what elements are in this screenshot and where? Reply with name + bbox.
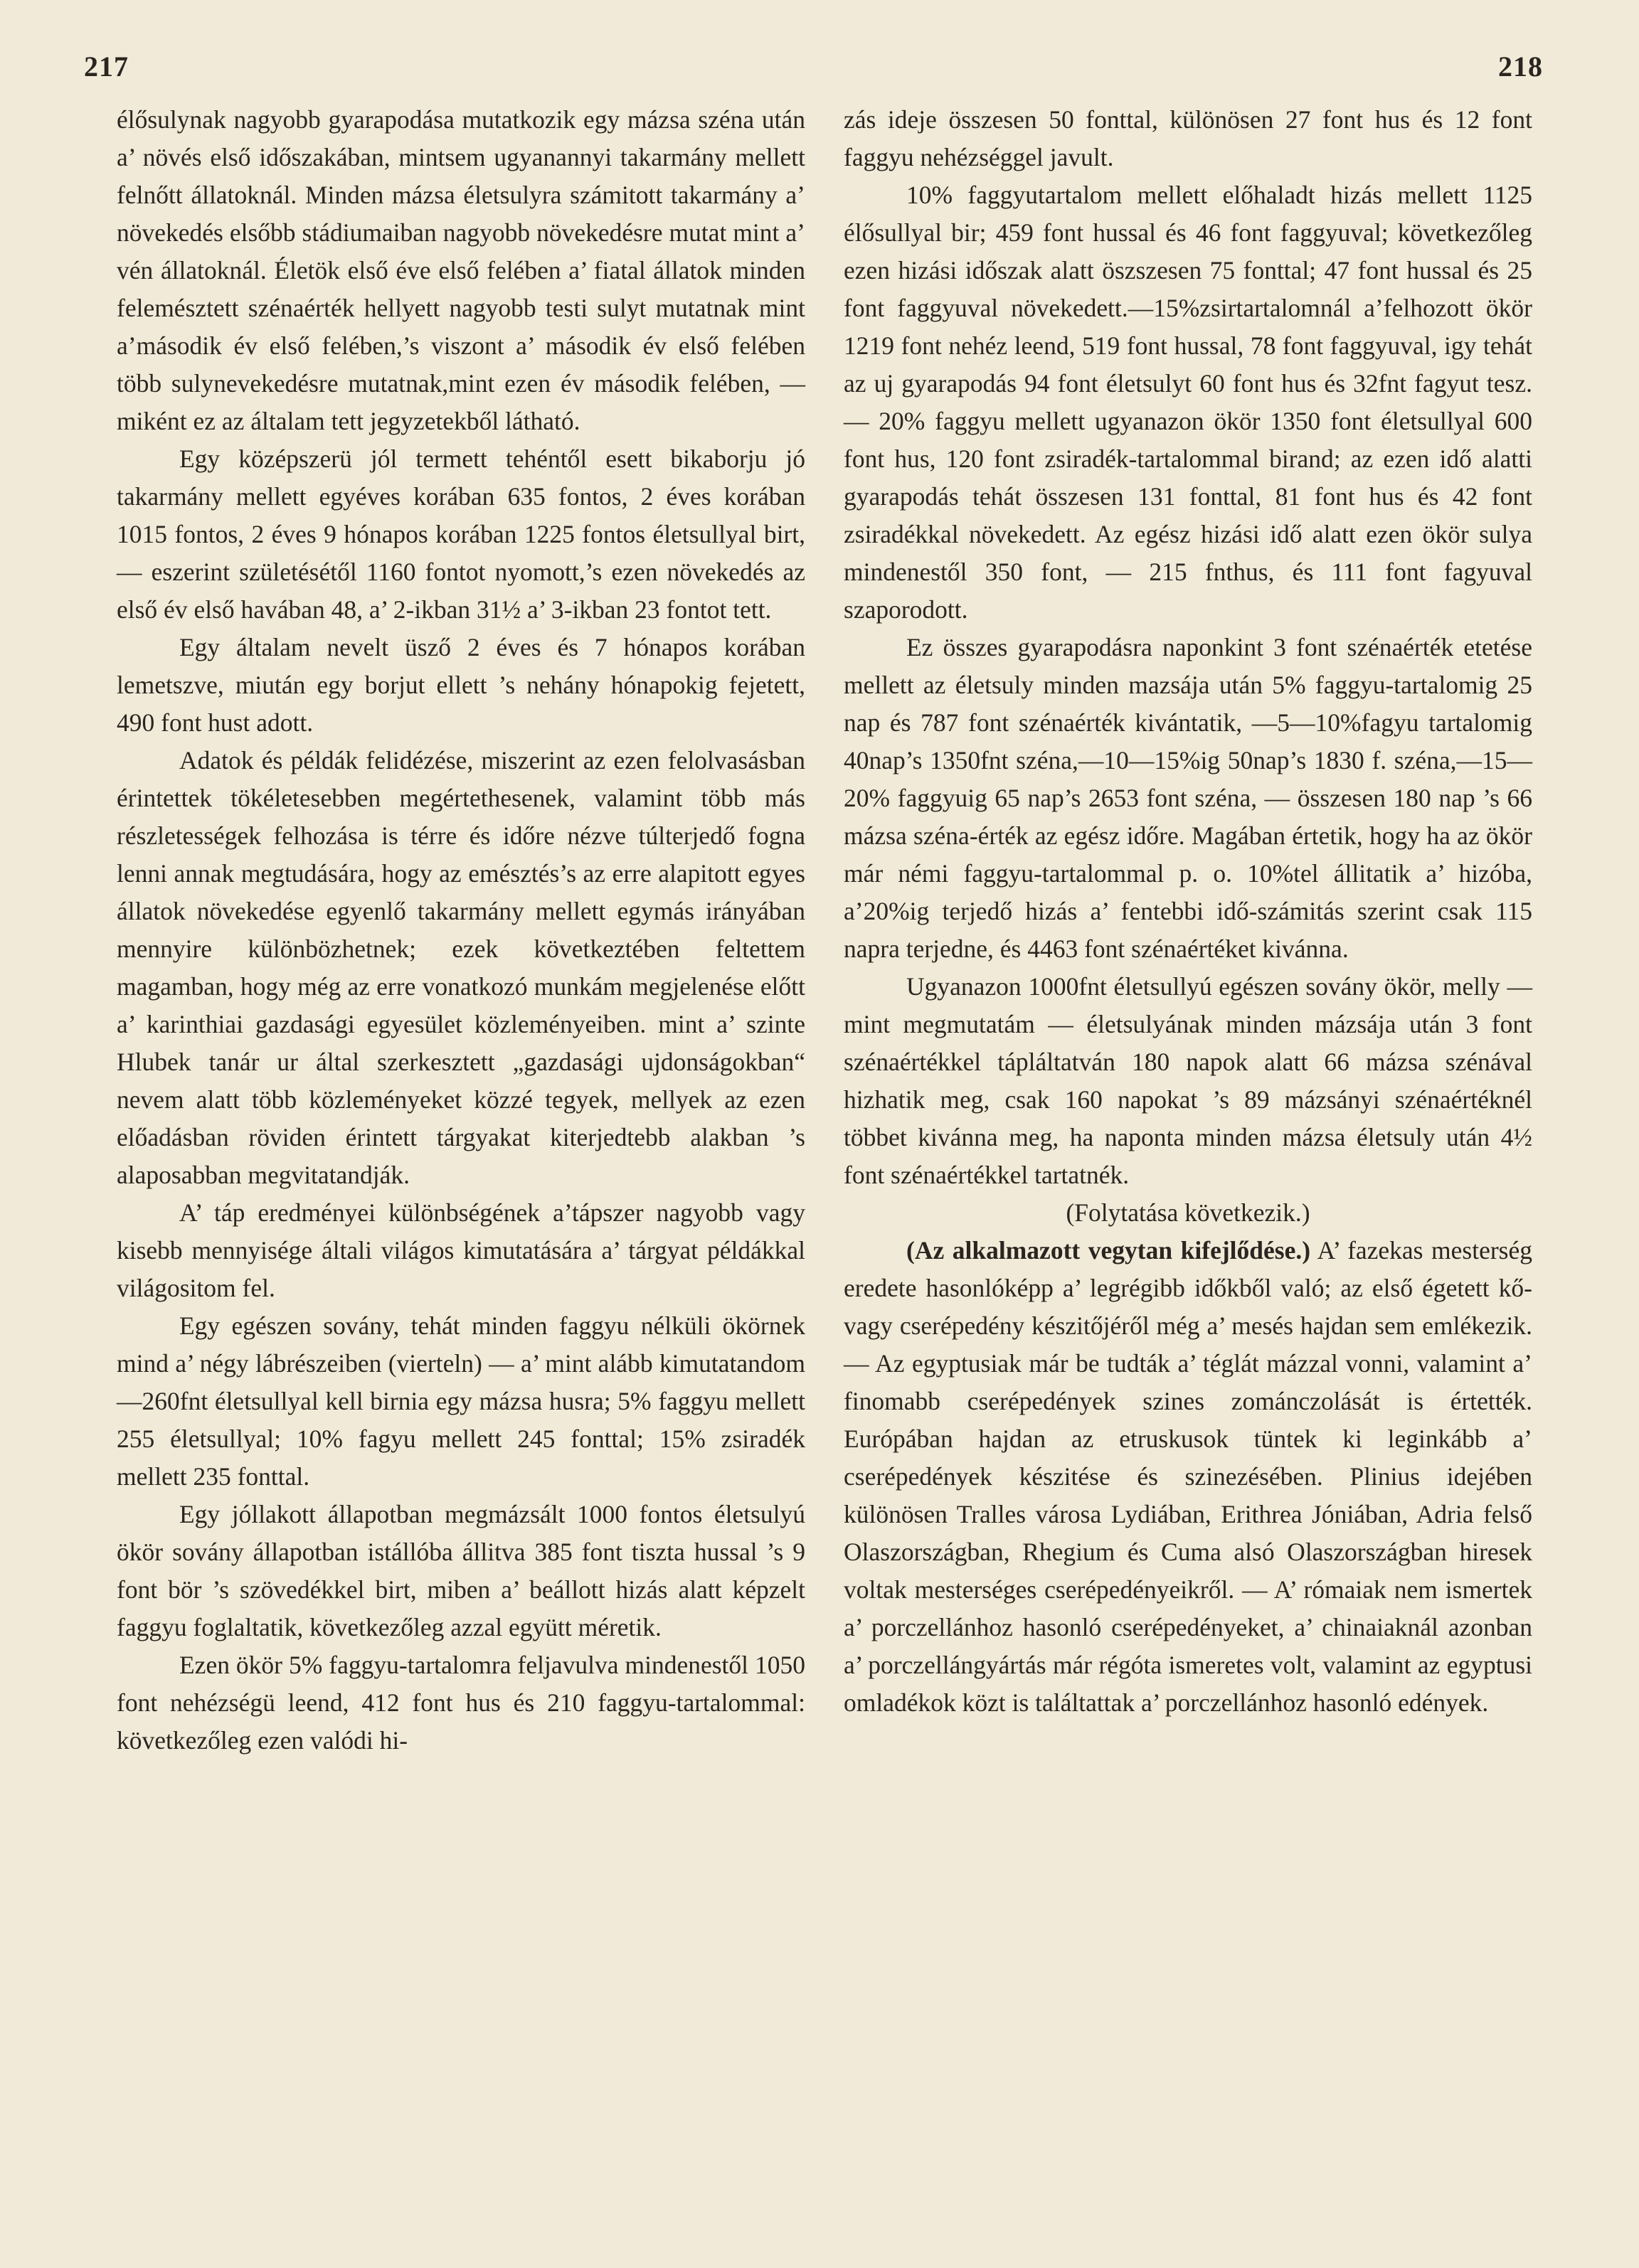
paragraph: Egy középszerü jól termett tehéntől esett bikaborju jó takarmány mellett egyéves korában 635 fontos, 2 éves korában 1015 fontos, 2 éves 9 hónapos korában 1225 fontos életsullyal birt,— eszerint születésétől 1160 fontot nyomott,’s ezen növekedés az első év első havában 48, a’ 2-ikban 31½ a’ 3-ikban 23 fontot tett.: [117, 444, 805, 624]
paragraph: Ezen ökör 5% faggyu-tartalomra feljavulva mindenestől 1050 font nehézségü leend, 412 font hus és 210 faggyu-tartalommal: következőleg ezen valódi hi-: [117, 1651, 805, 1755]
paragraph: zás ideje összesen 50 fonttal, különösen 27 font hus és 12 font faggyu nehézséggel javult.: [844, 105, 1532, 171]
paragraph: Ugyanazon 1000fnt életsullyú egészen sovány ökör, melly — mint megmutatám — életsulyának minden mázsája után 3 font szénaértékkel tápláltatván 180 napok alatt 66 mázsa szénával hizhatik meg, csak 160 napokat ’s 89 mázsányi szénaértéknél többet kivánna meg, ha naponta minden mázsa életsuly után 4½ font szénaértékkel tartatnék.: [844, 972, 1532, 1189]
continuation-note: (Folytatása következik.): [1066, 1198, 1310, 1227]
article-body: A’ fazekas mesterség eredete hasonlóképp a’ legrégibb időkből való; az első égetett kő- vagy cserépedény készitőjéről még a’ mesés hajdan sem emlékezik. — Az egyptusiak már be tudták a’ téglát mázzal vonni, valamint a’ finomabb cserépedények szines zománczolását is értették. Európában hajdan az etruskusok tüntek ki leginkább a’ cserépedények készitése és szinezésében. Plinius idejében különösen Tralles városa Lydiában, Erithrea Jóniában, Adria felső Olaszországban, Rhegium és Cuma alsó Olaszországban hiresek voltak mesterséges cserépedényeikről. — A’ rómaiak nem ismertek a’ porczellánhoz hasonló cserépedényeket, a’ chinaiaknál azonban a’ porczellángyártás már régóta ismeretes volt, valamint az egyptusi omladékok közt is találtattak a’ porczellánhoz hasonló edények.: [844, 1236, 1532, 1717]
paragraph: Ez összes gyarapodásra naponkint 3 font szénaérték etetése mellett az életsuly minden mazsája után 5% faggyu-tartalomig 25 nap és 787 font szénaérték kivántatik, —5—10%fagyu tartalomig 40nap’s 1350fnt széna,—10—15%ig 50nap’s 1830 f. széna,—15—20% faggyuig 65 nap’s 2653 font széna, — összesen 180 nap ’s 66 mázsa széna-érték az egész időre. Magában értetik, hogy ha az ökör már némi faggyu-tartalommal p. o. 10%tel állitatik a’ hizóba, a’20%ig terjedő hizás a’ fentebbi idő-számitás szerint csak 115 napra terjedne, és 4463 font szénaértéket kivánna.: [844, 633, 1532, 963]
paragraph: Egy általam nevelt üsző 2 éves és 7 hónapos korában lemetszve, miután egy borjut ellett ’s nehány hónapokig fejetett, 490 font hust adott.: [117, 633, 805, 737]
page-number-left: 217: [84, 50, 129, 82]
right-column: [844, 101, 1532, 1722]
page-number-right: 218: [1498, 50, 1543, 82]
paragraph: Adatok és példák felidézése, miszerint az ezen felolvasásban érintettek tökéletesebben megértethesenek, valamint több más részletességek felhozása is térre és időre nézve túlterjedő fogna lenni annak megtudására, hogy az emésztés’s az erre alapitott egyes állatok növekedése egyenlő takarmány mellett egymás irányában mennyire különbözhetnek; ezek következtében feltettem magamban, hogy még az erre vonatkozó munkám megjelenése előtt a’ karinthiai gazdasági egyesület közleményeiben. mint a’ szinte Hlubek tanár ur által szerkesztett „gazdasági ujdonságokban“ nevem alatt több közleményeket közzé tegyek, mellyek az ezen előadásban röviden érintett tárgyakat kiterjedtebb alakban ’s alaposabban megvitatandják.: [117, 746, 805, 1189]
left-column: [117, 101, 805, 1759]
paragraph: 10% faggyutartalom mellett előhaladt hizás mellett 1125 élősullyal bir; 459 font hussal és 46 font faggyuval; következőleg ezen hizási időszak alatt öszszesen 75 fonttal; 47 font hussal és 25 font faggyuval növekedett.—15%zsirtartalomnál a’felhozott ökör 1219 font nehéz leend, 519 font hussal, 78 font faggyuval, igy tehát az uj gyarapodás 94 font életsulyt 60 font hus és 32fnt fagyut tesz.— 20% faggyu mellett ugyanazon ökör 1350 font életsullyal 600 font hus, 120 font zsiradék-tartalommal birand; az ezen idő alatti gyarapodás tehát összesen 131 fonttal, 81 font hus és 42 font zsiradékkal növekedett. Az egész hizási idő alatt ezen ökör sulya mindenestől 350 font, — 215 fnthus, és 111 font fagyuval szaporodott.: [844, 181, 1532, 624]
article-heading: (Az alkalmazott vegytan kifejlődése.): [906, 1236, 1311, 1265]
article-paragraph: [844, 1232, 1532, 1722]
paragraph: Egy egészen sovány, tehát minden faggyu nélküli ökörnek mind a’ négy lábrészeiben (vierteln) — a’ mint alább kimutatandom —260fnt életsullyal kell birnia egy mázsa husra; 5% faggyu mellett 255 életsullyal; 10% fagyu mellett 245 fonttal; 15% zsiradék mellett 235 fonttal.: [117, 1311, 805, 1491]
paragraph: Egy jóllakott állapotban megmázsált 1000 fontos életsulyú ökör sovány állapotban istállóba állitva 385 font tiszta hussal ’s 9 font bör ’s szövedékkel birt, miben a’ beállott hizás alatt képzelt faggyu foglaltatik, következőleg azzal együtt méretik.: [117, 1500, 805, 1641]
paragraph: élősulynak nagyobb gyarapodása mutatkozik egy mázsa széna után a’ növés első időszakában, mintsem ugyanannyi takarmány mellett felnőtt állatoknál. Minden mázsa életsulyra számitott takarmány a’ növekedés elsőbb stádiumaiban nagyobb növekedésre mutat mint a’ vén állatoknál. Életök első éve első felében a’ fiatal állatok minden felemésztett szénaérték hellyett nagyobb testi sulyt mutatnak mint a’második év első felében,’s viszont a’ második év első felében több sulynevekedésre mutatnak,mint ezen év második felében, — miként ez az általam tett jegyzetekből látható.: [117, 105, 805, 435]
paragraph: A’ táp eredményei különbségének a’tápszer nagyobb vagy kisebb mennyisége általi világos kimutatására a’ tárgyat példákkal világositom fel.: [117, 1198, 805, 1302]
